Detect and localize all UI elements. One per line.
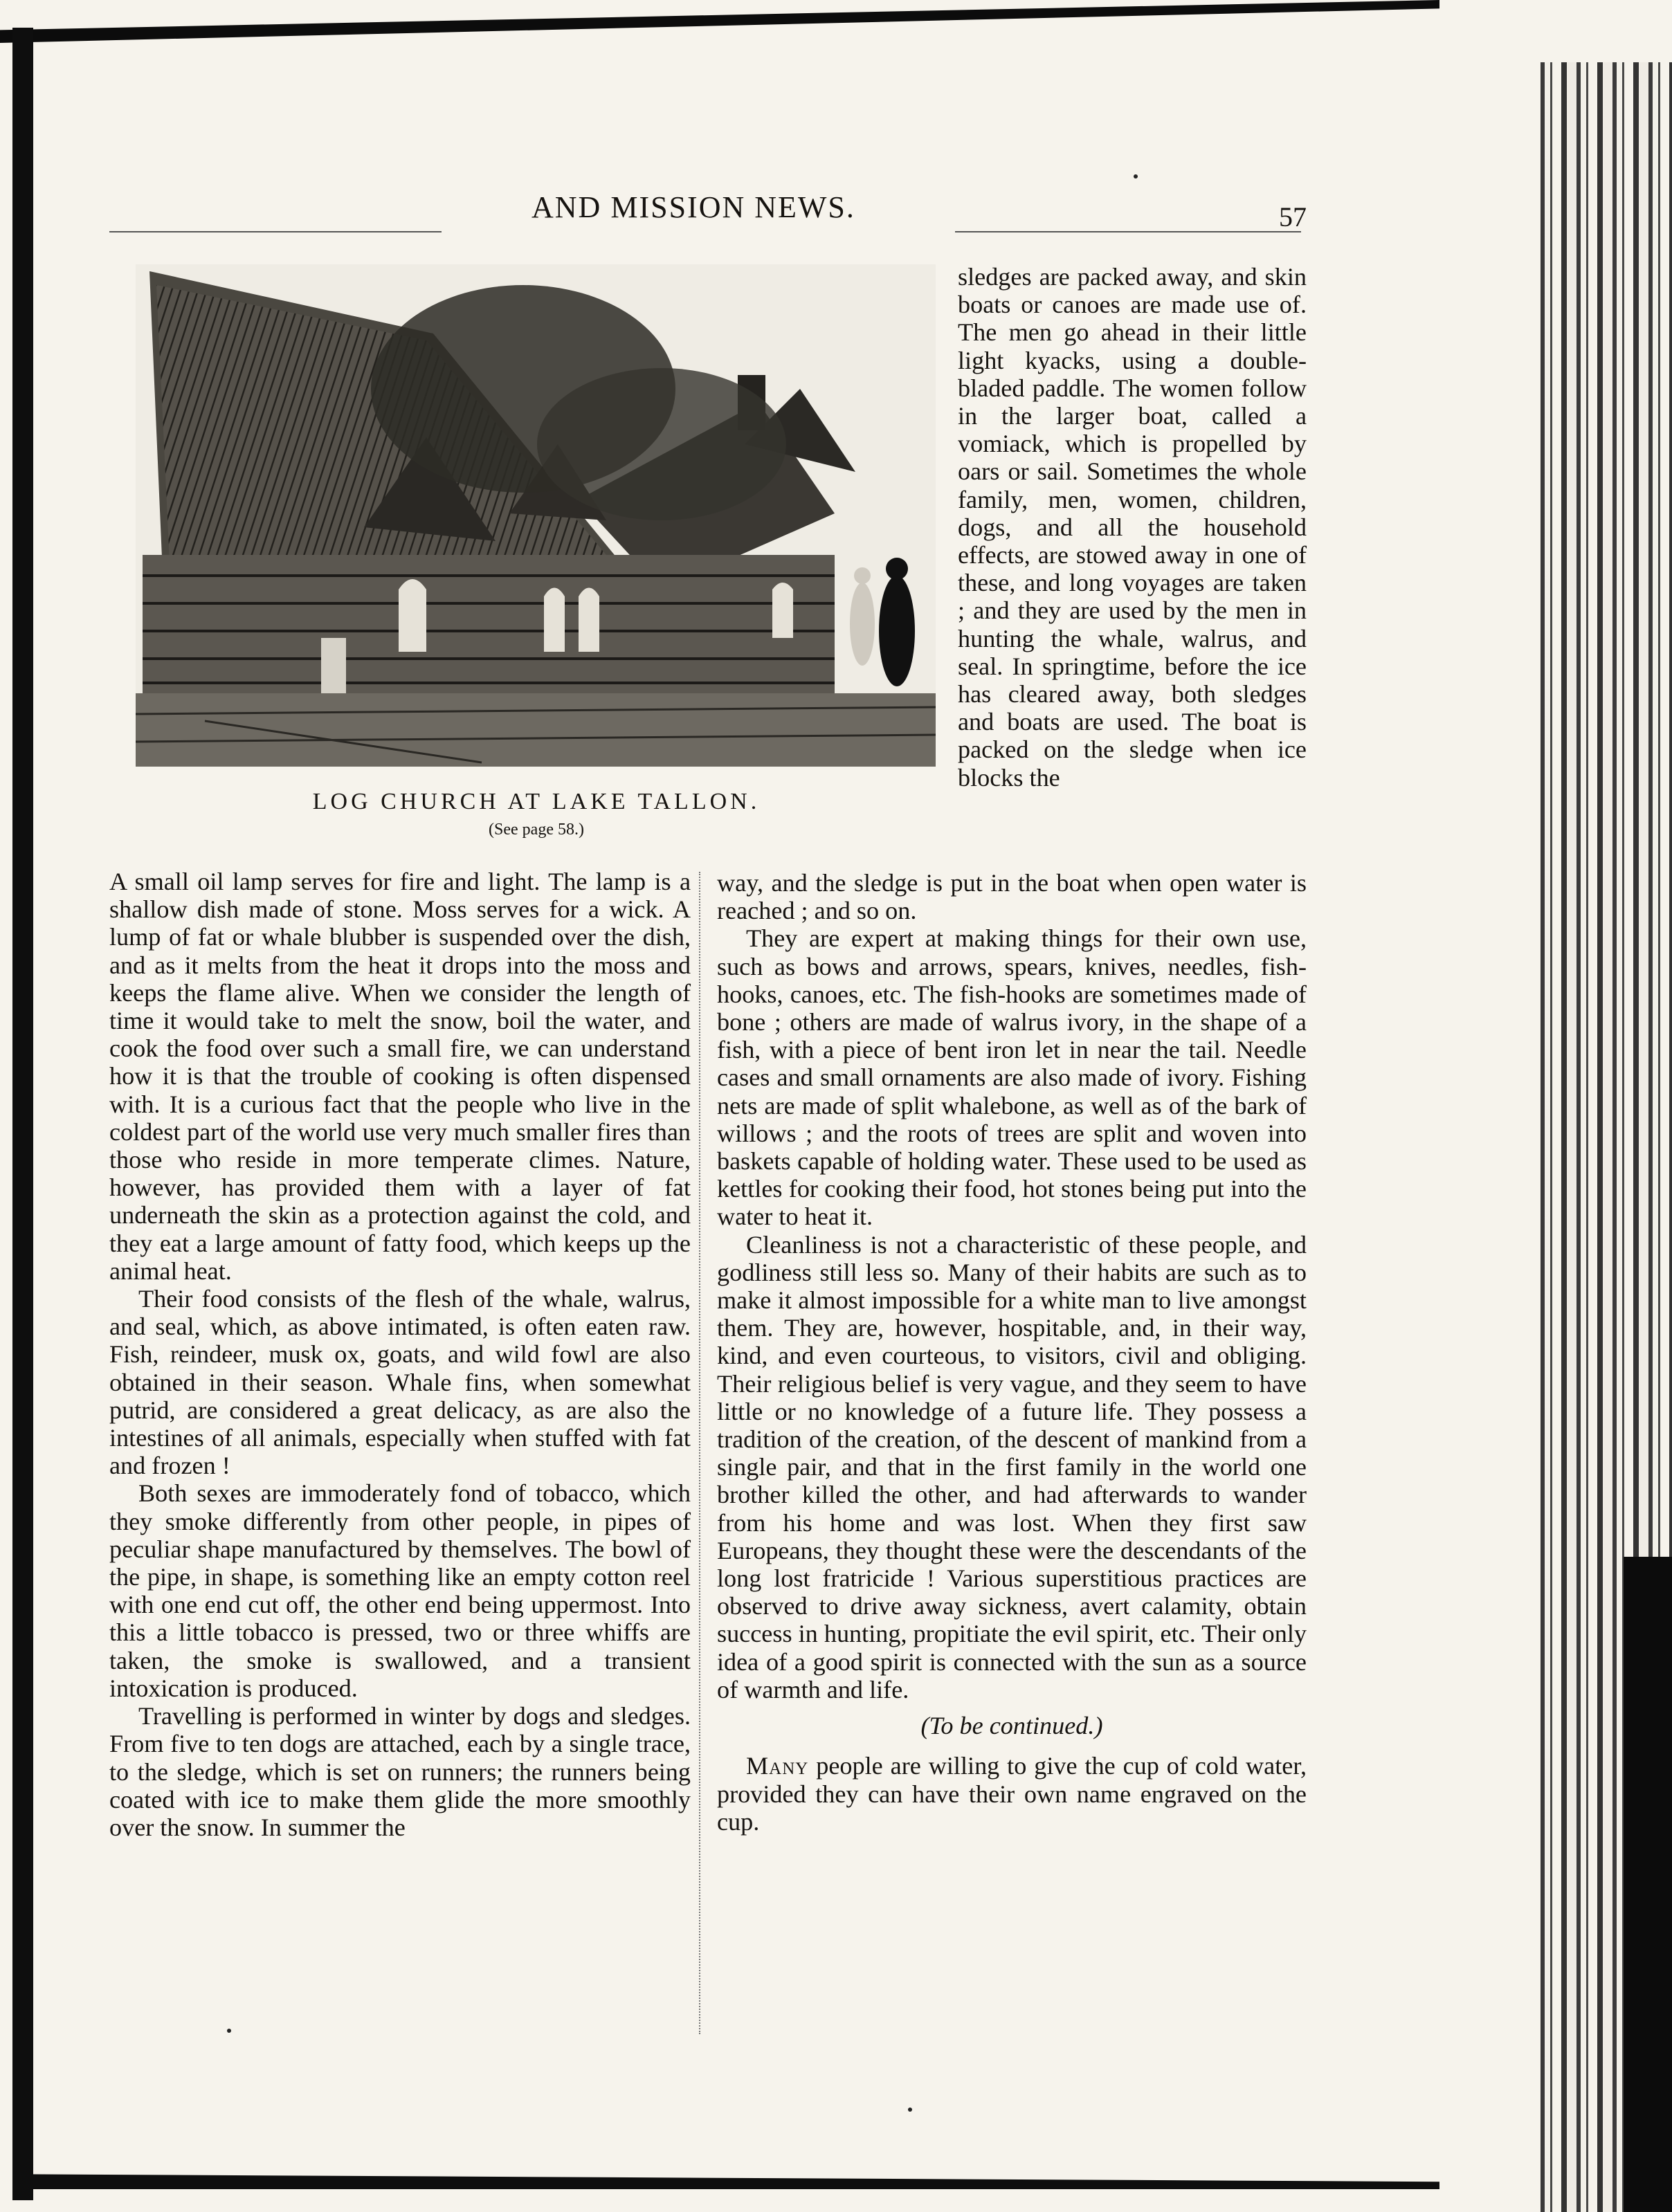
scan-edge-right-shadow bbox=[1624, 1557, 1672, 2212]
paragraph: Their food consists of the flesh of the whale, walrus, and seal, which, as above intimated, is often eaten raw. Fish, reindeer, musk ox, goats, and wild fowl are also obtained in their season. Whale fins, when somewhat putrid, are considered a great delicacy, as are also the intestines of all animals, especially when stuffed with fat and frozen ! bbox=[109, 1285, 691, 1480]
paragraph-continuation: way, and the sledge is put in the boat when open water is reached ; and so on. bbox=[717, 869, 1307, 925]
scan-edge-bottom bbox=[28, 2164, 1439, 2189]
running-head: AND MISSION NEWS. bbox=[531, 190, 855, 224]
right-column bbox=[717, 869, 1307, 1836]
scan-edge-top bbox=[0, 0, 1439, 43]
right-top-column bbox=[958, 263, 1307, 792]
print-speck bbox=[1134, 174, 1138, 179]
header-rule-right bbox=[955, 231, 1301, 232]
paragraph-right-top: sledges are packed away, and skin boats or canoes are made use of. The men go ahead in their little light kyacks, using a double-bladed paddle. The women follow in the larger boat, called a vomiack, which is propelled by oars or sail. Sometimes the whole family, men, women, children, dogs, and all the household effects, are stowed away in one of these, and long voyages are taken ; and they are used by the men in hunting the whale, walrus, and seal. In springtime, before the ice has cleared away, both sledges and boats are used. The boat is packed on the sledge when ice blocks the bbox=[958, 263, 1307, 792]
paragraph: A small oil lamp serves for fire and light. The lamp is a shallow dish made of stone. Moss serves for a wick. A lump of fat or whale blubber is suspended over the dish, and as it melts from the heat it drops into the moss and keeps the flame alive. When we consider the length of time it would take to melt the snow, boil the water, and cook the food over such a small fire, we can understand how it is that the trouble of cooking is often dispensed with. It is a curious fact that the people who live in the coldest part of the world use very much smaller fires than those who reside in more temperate climes. Nature, however, has provided them with a layer of fat underneath the skin as a protection against the cold, and they eat a large amount of fatty food, which keeps up the animal heat. bbox=[109, 868, 691, 1285]
print-speck bbox=[227, 2029, 231, 2033]
church-illustration bbox=[136, 264, 936, 767]
scan-edge-left bbox=[12, 28, 33, 2200]
continued-note: (To be continued.) bbox=[920, 1712, 1103, 1740]
paragraph: Travelling is performed in winter by dogs and sledges. From five to ten dogs are attached, each by a single trace, to the sledge, which is set on runners; the runners being coated with ice to make them glide the more smoothly over the snow. In summer the bbox=[109, 1702, 691, 1841]
closing-lead: Many bbox=[746, 1752, 809, 1780]
figure-caption: LOG CHURCH AT LAKE TALLON. bbox=[312, 789, 761, 814]
closing-paragraph bbox=[717, 1752, 1307, 1836]
paragraph: They are expert at making things for their own use, such as bows and arrows, spears, knives, needles, fish-hooks, canoes, etc. The fish-hooks are sometimes made of bone ; others are made of walrus ivory, in the shape of a fish, with a piece of bent iron let in near the tail. Needle cases and small ornaments are also made of ivory. Fishing nets are made of split whalebone, as well as of the bark of willows ; and the roots of trees are split and woven into baskets capable of holding water. These used to be used as kettles for cooking their food, hot stones being put into the water to heat it. bbox=[717, 924, 1307, 1231]
column-divider bbox=[699, 872, 700, 2034]
paragraph: Both sexes are immoderately fond of tobacco, which they smoke differently from other people, in pipes of peculiar shape manufactured by themselves. The bowl of the pipe, in shape, is something like an empty cotton reel with one end cut off, the other end being uppermost. Into this a little tobacco is pressed, two or three whiffs are taken, the smoke is swallowed, and a transient intoxication is produced. bbox=[109, 1479, 691, 1702]
closing-rest: people are willing to give the cup of cold water, provided they can have their own name engraved on the cup. bbox=[717, 1752, 1307, 1836]
header-rule-left bbox=[109, 231, 442, 232]
figure-caption-reference: (See page 58.) bbox=[489, 821, 584, 839]
page-number: 57 bbox=[1279, 201, 1307, 232]
church-engraving bbox=[136, 264, 936, 767]
paragraph: Cleanliness is not a characteristic of these people, and godliness still less so. Many of their habits are such as to make it almost impossible for a white man to live amongst them. They are, however, hospitable, and, in their way, kind, and even courteous, to visitors, civil and obliging. Their religious belief is very vague, and they seem to have little or no knowledge of a future life. They possess a tradition of the creation, of the descent of mankind from a single pair, and that in the first family in the world one brother killed the other, and had afterwards to wander from his home and was lost. When they first saw Europeans, they thought these were the descendants of the long lost fratricide ! Various superstitious practices are observed to drive away sickness, avert calamity, obtain success in hunting, propitiate the evil spirit, etc. Their only idea of a good spirit is connected with the sun as a source of warmth and life. bbox=[717, 1230, 1307, 1703]
left-column bbox=[109, 868, 691, 1841]
print-speck bbox=[908, 2108, 912, 2112]
